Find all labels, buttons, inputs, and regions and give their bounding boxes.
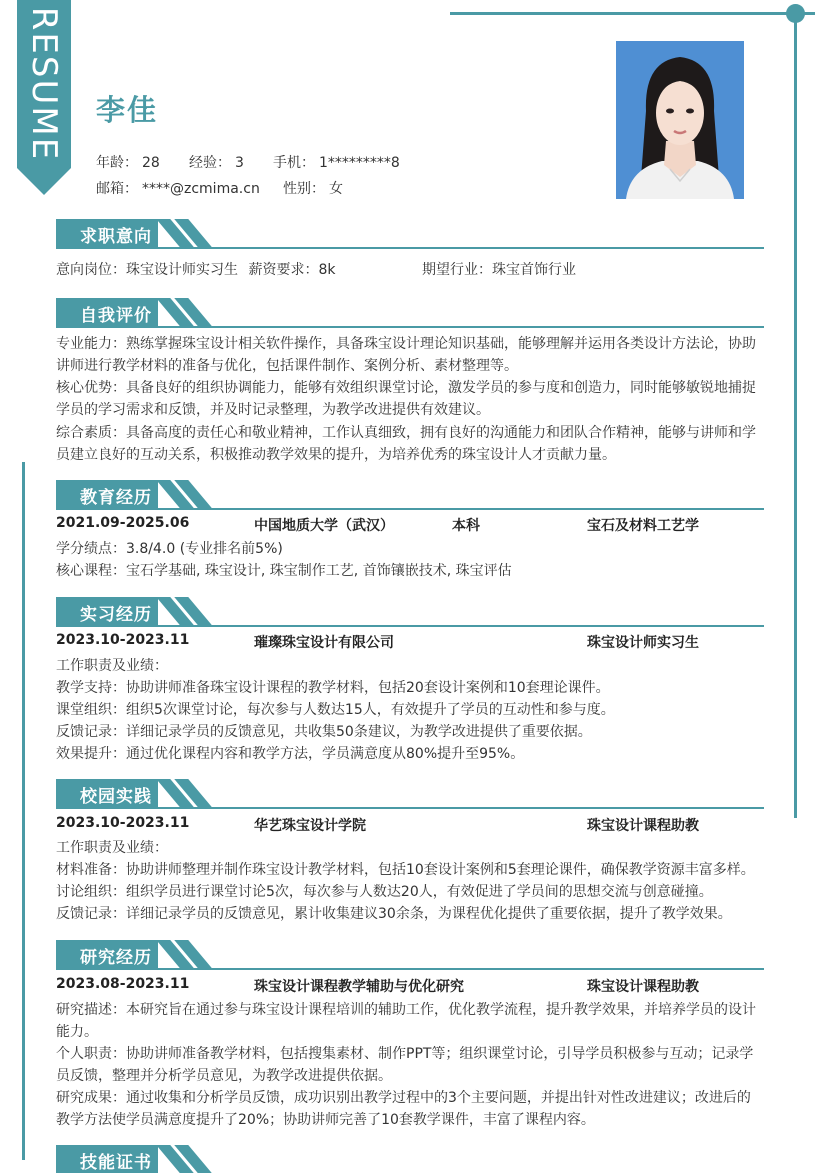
left-decor-line [22, 462, 25, 1160]
research-line: 员反馈，整理并分析学员意见，为教学改进提供依据。 [56, 1068, 392, 1084]
self-eval-line: 核心优势：具备良好的组织协调能力，能够有效组织课堂讨论，激发学员的参与度和创造力，同时能够敏锐地捕捉 [56, 380, 756, 396]
internship-role: 珠宝设计师实习生 [587, 635, 699, 651]
experience-info: 经验： 3 [189, 155, 244, 171]
research-role: 珠宝设计课程助教 [587, 979, 699, 995]
section-header-internship [56, 597, 764, 627]
self-eval-line: 综合素质：具备高度的责任心和敬业精神，工作认真细致，拥有良好的沟通能力和团队合作精神，能够与讲师和学 [56, 425, 756, 441]
age-info: 年龄： 28 [96, 155, 160, 171]
email-info: 邮箱： ****@zcmima.cn [96, 181, 260, 197]
top-decor-line [450, 12, 815, 15]
section-header-research [56, 940, 764, 970]
research-line: 研究描述：本研究旨在通过参与珠宝设计课程培训的辅助工作，优化教学流程，提升教学效果，并培养学员的设计 [56, 1002, 756, 1018]
section-header-campus [56, 779, 764, 809]
internship-date: 2023.10-2023.11 [56, 632, 190, 648]
research-row [56, 976, 766, 998]
section-title-self-eval: 自我评价 [80, 306, 152, 326]
campus-line: 反馈记录：详细记录学员的反馈意见，累计收集建议30余条，为课程优化提供了重要依据，提升了教学效果。 [56, 906, 732, 922]
research-line: 研究成果：通过收集和分析学员反馈，成功识别出教学过程中的3个主要问题，并提出针对性改进建议；改进后的 [56, 1090, 751, 1106]
intent-position: 意向岗位：珠宝设计师实习生 [56, 262, 238, 278]
intent-industry: 期望行业：珠宝首饰行业 [422, 262, 576, 278]
section-header-self-eval [56, 298, 764, 328]
intent-row [56, 259, 766, 282]
section-header-education [56, 480, 764, 510]
campus-role: 珠宝设计课程助教 [587, 818, 699, 834]
research-line: 教学方法使学员满意度提升了20%；协助讲师完善了10套教学课件，丰富了课程内容。 [56, 1112, 595, 1128]
campus-org: 华艺珠宝设计学院 [254, 818, 366, 834]
self-eval-line: 讲师进行教学材料的准备与优化，包括课件制作、案例分析、素材整理等。 [56, 358, 518, 374]
gender-info: 性别： 女 [283, 181, 343, 197]
education-major: 宝石及材料工艺学 [587, 518, 699, 534]
campus-line: 材料准备：协助讲师整理并制作珠宝设计教学材料，包括10套设计案例和5套理论课件，确保教学资源丰富多样。 [56, 862, 755, 878]
internship-company: 璀璨珠宝设计有限公司 [254, 635, 394, 651]
research-line: 能力。 [56, 1024, 98, 1040]
section-header-intent [56, 219, 764, 249]
education-school: 中国地质大学（武汉） [254, 518, 394, 534]
section-title-skills: 技能证书 [80, 1153, 152, 1173]
campus-date: 2023.10-2023.11 [56, 815, 190, 831]
resume-word-text: RESUME [24, 6, 64, 162]
section-title-education: 教育经历 [80, 488, 152, 508]
profile-photo [616, 41, 744, 199]
phone-info: 手机： 1*********8 [273, 155, 400, 171]
campus-row [56, 815, 766, 837]
right-decor-line [794, 14, 797, 818]
education-line: 核心课程：宝石学基础, 珠宝设计, 珠宝制作工艺, 首饰镶嵌技术, 珠宝评估 [56, 563, 512, 579]
self-eval-line: 专业能力：熟练掌握珠宝设计相关软件操作，具备珠宝设计理论知识基础，能够理解并运用各类设计方法论，协助 [56, 336, 756, 352]
resume-word [17, 0, 71, 168]
portrait-illustration [616, 41, 744, 199]
section-header-skills [56, 1145, 764, 1175]
section-title-campus: 校园实践 [80, 787, 152, 807]
education-date: 2021.09-2025.06 [56, 515, 190, 531]
candidate-name: 李佳 [96, 93, 159, 127]
education-line: 学分绩点：3.8/4.0 (专业排名前5%) [56, 541, 283, 557]
intent-salary: 薪资要求：8k [248, 262, 336, 278]
education-row [56, 515, 766, 537]
campus-line: 讨论组织：组织学员进行课堂讨论5次，每次参与人数达20人，有效促进了学员间的思想交流与创意碰撞。 [56, 884, 713, 900]
self-eval-line: 学员的学习需求和反馈，并及时记录整理，为教学改进提供有效建议。 [56, 402, 490, 418]
research-project: 珠宝设计课程教学辅助与优化研究 [254, 979, 464, 995]
internship-line: 反馈记录：详细记录学员的反馈意见，共收集50条建议，为教学改进提供了重要依据。 [56, 724, 592, 740]
section-title-internship: 实习经历 [80, 605, 152, 625]
internship-row [56, 632, 766, 654]
self-eval-line: 员建立良好的互动关系，积极推动教学效果的提升，为培养优秀的珠宝设计人才贡献力量。 [56, 447, 616, 463]
resume-banner-tip [17, 168, 71, 195]
campus-line: 工作职责及业绩： [56, 840, 168, 856]
internship-line: 课堂组织：组织5次课堂讨论，每次参与人数达15人，有效提升了学员的互动性和参与度。 [56, 702, 615, 718]
internship-line: 教学支持：协助讲师准备珠宝设计课程的教学材料，包括20套设计案例和10套理论课件。 [56, 680, 610, 696]
internship-line: 效果提升：通过优化课程内容和教学方法，学员满意度从80%提升至95%。 [56, 746, 525, 762]
research-line: 个人职责：协助讲师准备教学材料，包括搜集素材、制作PPT等；组织课堂讨论，引导学员积极参与互动；记录学 [56, 1046, 754, 1062]
section-title-intent: 求职意向 [80, 227, 152, 247]
internship-line: 工作职责及业绩： [56, 658, 168, 674]
research-date: 2023.08-2023.11 [56, 976, 190, 992]
education-degree: 本科 [452, 518, 480, 534]
section-title-research: 研究经历 [80, 948, 152, 968]
